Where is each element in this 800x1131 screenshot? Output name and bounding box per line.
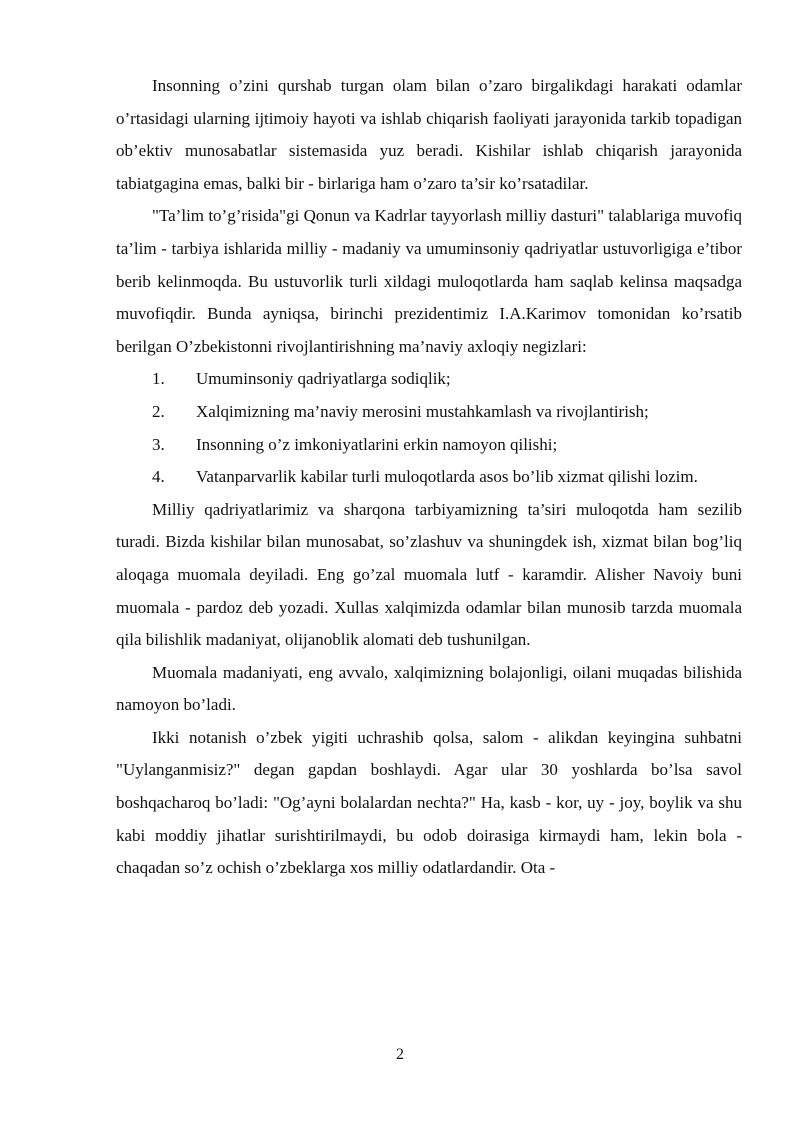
list-number: 1. bbox=[152, 369, 165, 389]
list-number: 3. bbox=[152, 434, 165, 454]
paragraph-5: Ikki notanish o’zbek yigiti uchrashib qolsa, salom - alikdan keyingina suhbatni "Uylanganmisiz?" degan gapdan boshlaydi. Agar ular 30 yoshlarda bo’lsa savol boshqacharoq bo’ladi: "Og’ayni bolalardan nechta?" Ha, kasb - kor, uy - joy, boylik va shu kabi moddiy jihatlar surishtirilmaydi, bu odob doirasiga kirmaydi ham, lekin bola - chaqadan so’z ochish o’zbeklarga xos milliy odatlardandir. Ota - bbox=[116, 727, 742, 878]
list-text: Vatanparvarlik kabilar turli muloqotlarda asos bo’lib xizmat qilishi lozim. bbox=[196, 467, 698, 487]
list-item-2 bbox=[116, 396, 742, 429]
list-text: Xalqimizning ma’naviy merosini mustahkamlash va rivojlantirish; bbox=[196, 401, 649, 421]
document-body bbox=[116, 70, 742, 885]
paragraph-2: "Ta’lim to’g’risida"gi Qonun va Kadrlar tayyorlash milliy dasturi" talablariga muvofiq ta’lim - tarbiya ishlarida milliy - madaniy va umuminsoniy qadriyatlar ustuvorligiga e’tibor berib kelinmoqda. Bu ustuvorlik turli xildagi muloqotlarda ham saqlab kelinsa maqsadga muvofiqdir. Bunda ayniqsa, birinchi prezidentimiz I.A.Karimov tomonidan ko’rsatib berilgan O’zbekistonni rivojlantirishning ma’naviy axloqiy negizlari: bbox=[116, 206, 742, 356]
page-number: 2 bbox=[396, 1046, 404, 1063]
list-item-3 bbox=[116, 429, 742, 462]
paragraph-3: Milliy qadriyatlarimiz va sharqona tarbiyamizning ta’siri muloqotda ham sezilib turadi. Bizda kishilar bilan munosabat, so’zlashuv va shuningdek ish, xizmat bilan bog’liq aloqaga muomala deyiladi. Eng go’zal muomala lutf - karamdir. Alisher Navoiy buni muomala - pardoz deb yozadi. Xullas xalqimizda odamlar bilan munosib tarzda muomala qila bilishlik madaniyat, olijanoblik alomati deb tushunilgan. bbox=[116, 499, 742, 650]
list-number: 4. bbox=[152, 467, 165, 487]
list-text: Umuminsoniy qadriyatlarga sodiqlik; bbox=[196, 369, 451, 389]
list-item-1 bbox=[116, 363, 742, 396]
list-number: 2. bbox=[152, 401, 165, 421]
list-item-4 bbox=[116, 461, 742, 494]
paragraph-1: Insonning o’zini qurshab turgan olam bilan o’zaro birgalikdagi harakati odamlar o’rtasidagi ularning ijtimoiy hayoti va ishlab chiqarish faoliyati jarayonida tarkib topadigan ob’ektiv munosabatlar sistemasida yuz beradi. Kishilar ishlab chiqarish jarayonida tabiatgagina emas, balki bir - birlariga ham o’zaro ta’sir ko’rsatadilar. bbox=[116, 76, 742, 193]
paragraph-4: Muomala madaniyati, eng avvalo, xalqimizning bolajonligi, oilani muqadas bilishida namoyon bo’ladi. bbox=[116, 662, 742, 715]
list-text: Insonning o’z imkoniyatlarini erkin namoyon qilishi; bbox=[196, 434, 558, 454]
